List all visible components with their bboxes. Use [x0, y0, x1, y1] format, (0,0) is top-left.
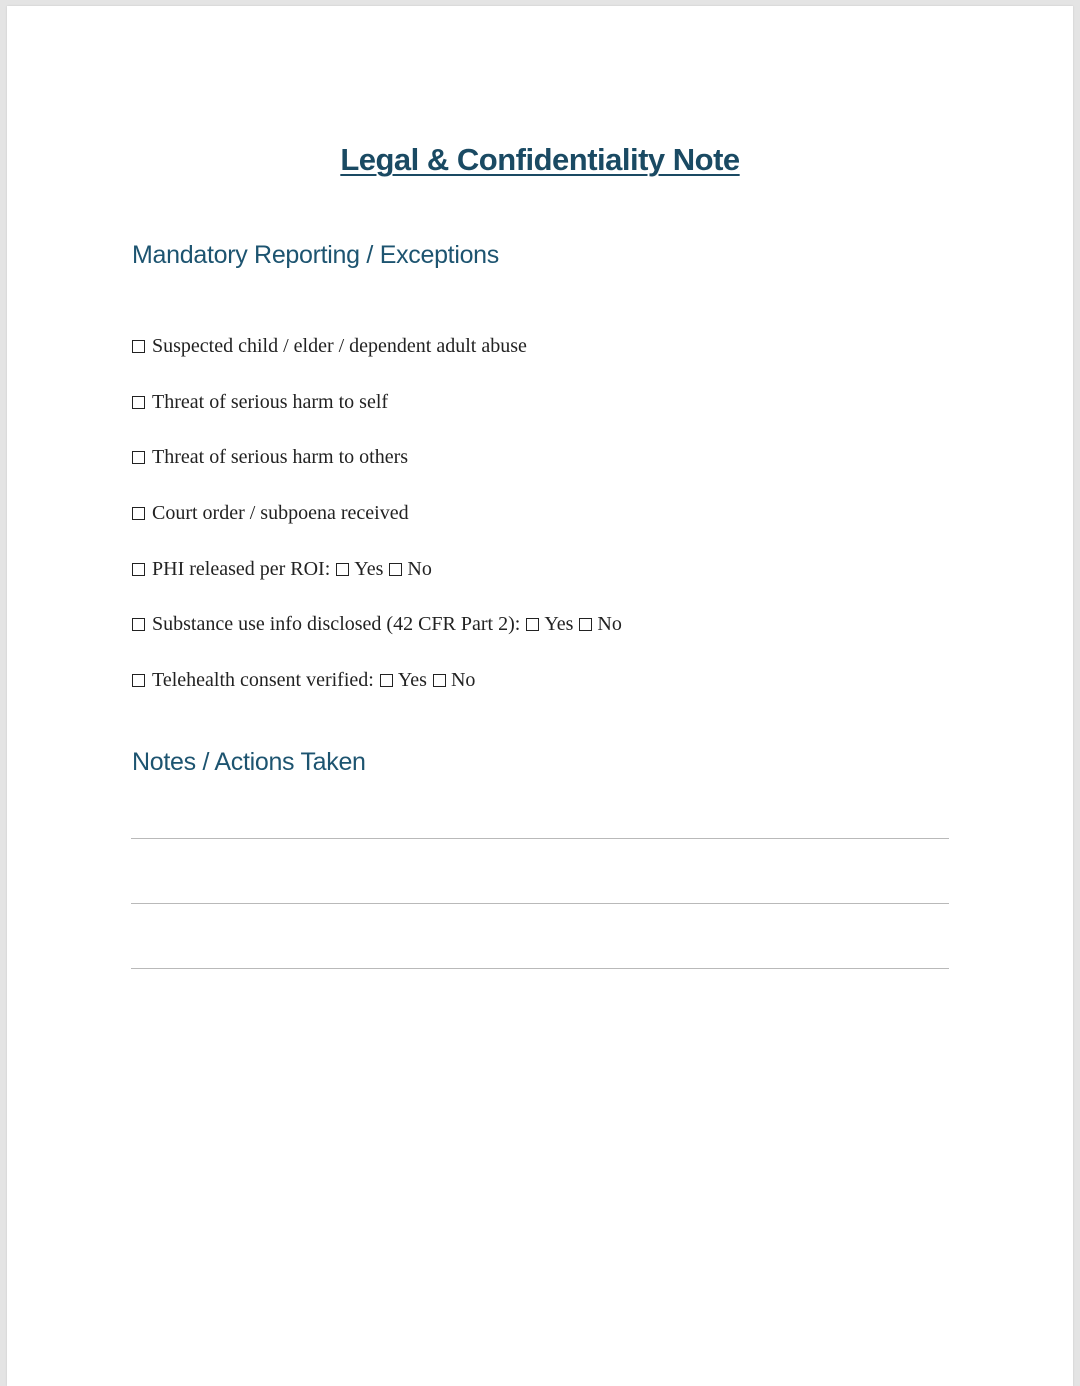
section-heading-mandatory-reporting: Mandatory Reporting / Exceptions: [132, 241, 499, 269]
checkbox[interactable]: [132, 618, 145, 631]
checkbox[interactable]: [132, 451, 145, 464]
yes-label: Yes: [354, 557, 384, 580]
document-title: Legal & Confidentiality Note: [340, 142, 740, 177]
yes-checkbox[interactable]: [336, 563, 349, 576]
checkbox[interactable]: [132, 507, 145, 520]
no-label: No: [450, 669, 476, 692]
checklist-item-substance-use: [132, 612, 622, 668]
checklist-item-harm-others: [132, 445, 622, 501]
checklist-item-label: Substance use info disclosed (42 CFR Part 2):: [152, 613, 521, 636]
checkbox[interactable]: [132, 563, 145, 576]
yes-label: Yes: [397, 669, 427, 692]
checkbox[interactable]: [132, 674, 145, 687]
notes-line-3[interactable]: [131, 968, 949, 969]
yes-checkbox[interactable]: [526, 618, 539, 631]
checklist-item-label: Suspected child / elder / dependent adult abuse: [152, 335, 527, 357]
no-checkbox[interactable]: [433, 674, 446, 687]
no-checkbox[interactable]: [579, 618, 592, 631]
yes-checkbox[interactable]: [380, 674, 393, 687]
checklist-item-telehealth-consent: [132, 668, 622, 724]
checklist-item-court-order: [132, 501, 622, 557]
section-heading-notes: Notes / Actions Taken: [132, 748, 366, 776]
checklist-item-label: Court order / subpoena received: [152, 502, 409, 525]
checklist-item-label: Threat of serious harm to others: [152, 446, 409, 469]
checklist-item-label: Telehealth consent verified:: [152, 669, 374, 692]
reporting-checklist: [132, 334, 622, 724]
checklist-item-abuse: [132, 334, 622, 390]
document-page: [7, 6, 1073, 1386]
checkbox[interactable]: [132, 340, 145, 353]
notes-line-2[interactable]: [131, 903, 949, 904]
checklist-item-label: Threat of serious harm to self: [152, 390, 389, 413]
notes-line-1[interactable]: [131, 838, 949, 839]
checklist-item-phi-released: [132, 557, 622, 613]
no-label: No: [597, 613, 622, 636]
checkbox[interactable]: [132, 396, 145, 409]
yes-label: Yes: [544, 613, 574, 636]
no-checkbox[interactable]: [389, 563, 402, 576]
checklist-item-label: PHI released per ROI:: [152, 557, 331, 580]
no-label: No: [407, 557, 432, 580]
checklist-item-harm-self: [132, 390, 622, 446]
